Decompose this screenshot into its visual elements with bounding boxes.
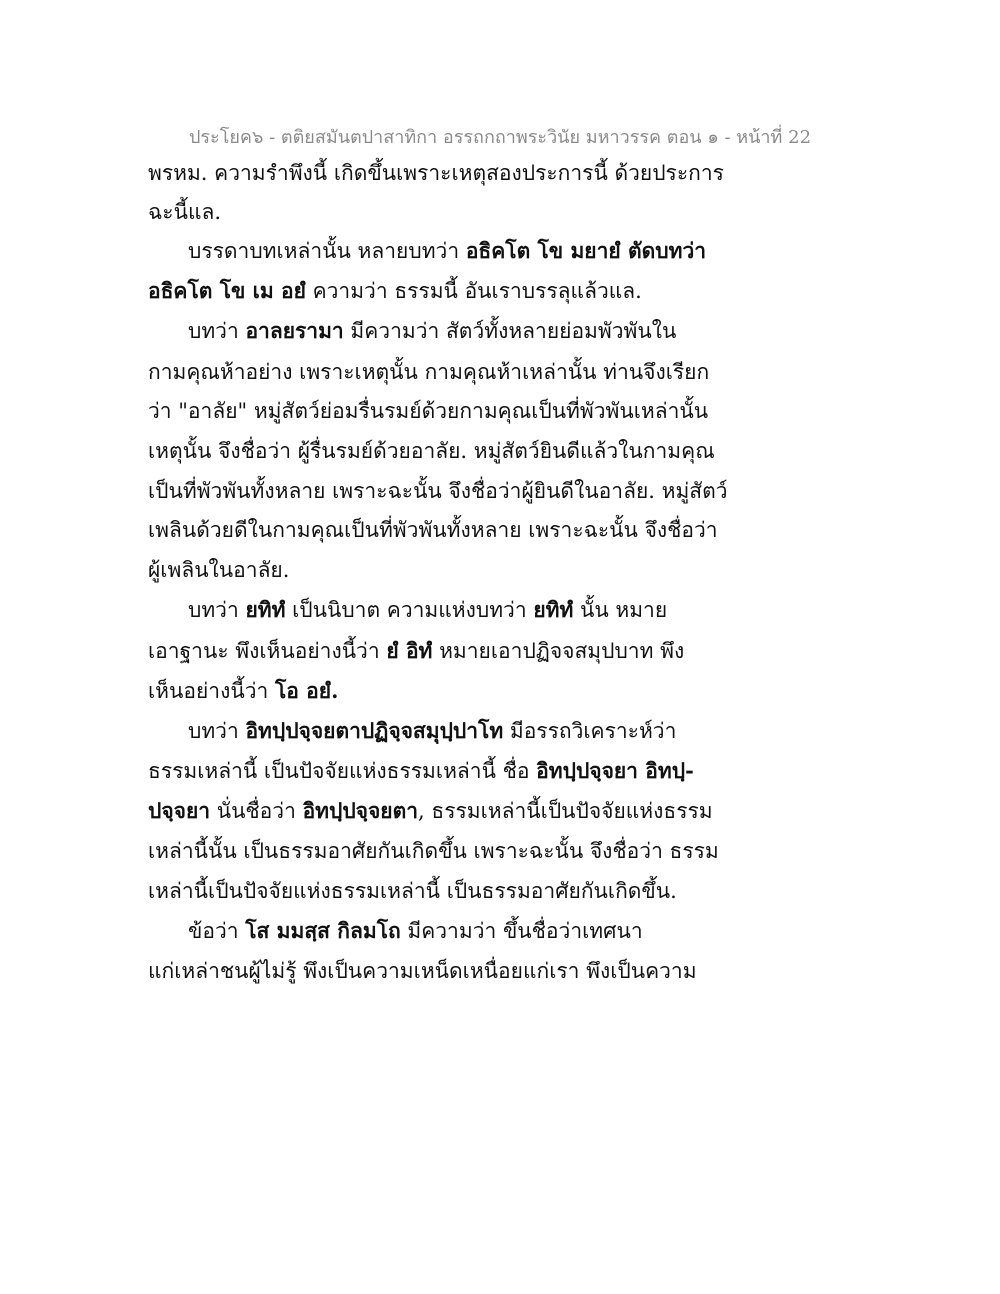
text-segment: เป็นที่พัวพันทั้งหลาย เพราะฉะนั้น จึงชื่อว่าผู้ยินดีในอาลัย. หมู่สัตว์ — [148, 479, 728, 503]
text-line — [148, 436, 715, 466]
text-segment: บทว่า — [188, 598, 246, 622]
text-line — [148, 676, 338, 706]
text-segment: เหล่านี้นั้น เป็นธรรมอาศัยกันเกิดขึ้น เพราะฉะนั้น จึงชื่อว่า ธรรม — [148, 839, 719, 863]
bold-term: อิทปฺปจฺจยา อิทปฺ- — [536, 758, 694, 783]
text-line — [148, 836, 719, 866]
text-line — [148, 555, 289, 585]
text-line — [148, 796, 713, 826]
bold-term: อิทปฺปจฺจยตาปฏิจฺจสมุปฺปาโท — [245, 718, 504, 743]
text-segment: นั้น หมาย — [573, 598, 668, 622]
text-line — [148, 276, 642, 306]
text-segment: มีอรรถวิเคราะห์ว่า — [503, 719, 677, 743]
text-line — [188, 595, 667, 625]
text-line — [148, 876, 677, 906]
text-segment: เอาฐานะ พึงเห็นอย่างนี้ว่า — [148, 639, 387, 663]
text-segment: บทว่า — [188, 719, 246, 743]
text-line — [148, 476, 728, 506]
text-line — [188, 236, 706, 266]
text-segment: , ธรรมเหล่านี้เป็นปัจจัยแห่งธรรม — [418, 799, 713, 823]
bold-term: ยํ อิทํ — [386, 638, 433, 663]
text-segment: กามคุณห้าอย่าง เพราะเหตุนั้น กามคุณห้าเหล่านั้น ท่านจึงเรียก — [148, 360, 710, 384]
text-segment: บรรดาบทเหล่านั้น หลายบทว่า — [188, 239, 466, 263]
text-segment: ผู้เพลินในอาลัย. — [148, 558, 290, 582]
text-line — [148, 197, 221, 227]
text-line — [188, 916, 643, 946]
bold-term: อาลยรามา — [245, 318, 344, 343]
text-line — [148, 396, 708, 426]
bold-term: ยทิทํ — [245, 597, 286, 622]
text-line — [148, 158, 724, 188]
text-line — [148, 357, 709, 387]
text-segment: มีความว่า สัตว์ทั้งหลายย่อมพัวพันใน — [343, 319, 677, 343]
text-segment: หมายเอาปฏิจจสมุปบาท พึง — [432, 639, 685, 663]
text-segment: บทว่า — [188, 319, 246, 343]
text-segment: มีความว่า ขึ้นชื่อว่าเทศนา — [400, 919, 643, 943]
text-line — [148, 756, 694, 786]
text-line — [188, 316, 676, 346]
text-segment: ความว่า ธรรมนี้ อันเราบรรลุแล้วแล. — [305, 279, 642, 303]
text-line — [148, 515, 718, 545]
text-segment: แก่เหล่าชนผู้ไม่รู้ พึงเป็นความเหน็ดเหนื่อยแก่เรา พึงเป็นความ — [148, 959, 697, 983]
bold-term: โอ อยํ. — [274, 678, 339, 703]
text-segment: ธรรมเหล่านี้ เป็นปัจจัยแห่งธรรมเหล่านี้ ชื่อ — [148, 759, 537, 783]
bold-term: โส มมสฺส กิลมโถ — [245, 918, 401, 943]
text-segment: เหล่านี้เป็นปัจจัยแห่งธรรมเหล่านี้ เป็นธรรมอาศัยกันเกิดขึ้น. — [148, 879, 677, 903]
text-segment: เพลินด้วยดีในกามคุณเป็นที่พัวพันทั้งหลาย เพราะฉะนั้น จึงชื่อว่า — [148, 518, 718, 542]
page-header: ประโยค๖ - ตติยสมันตปาสาทิกา อรรถกถาพระวินัย มหาวรรค ตอน ๑ - หน้าที่ 22 — [188, 127, 812, 148]
bold-term: อธิคโต โข เม อยํ — [148, 278, 306, 303]
bold-term: อิทปฺปจฺจยตา — [302, 798, 419, 823]
text-segment: นั่นชื่อว่า — [210, 799, 303, 823]
text-line — [188, 716, 676, 746]
text-segment: ฉะนี้แล. — [148, 200, 222, 224]
text-segment: เหตุนั้น จึงชื่อว่า ผู้รื่นรมย์ด้วยอาลัย. หมู่สัตว์ยินดีแล้วในกามคุณ — [148, 439, 715, 463]
text-segment: พรหม. ความรำพึงนี้ เกิดขึ้นเพราะเหตุสองประการนี้ ด้วยประการ — [148, 161, 724, 185]
text-segment: ว่า "อาลัย" หมู่สัตว์ย่อมรื่นรมย์ด้วยกามคุณเป็นที่พัวพันเหล่านั้น — [148, 399, 709, 423]
text-segment: ข้อว่า — [188, 919, 246, 943]
text-line — [148, 956, 697, 986]
bold-term: ปจฺจยา — [148, 798, 211, 823]
bold-term: อธิคโต โข มยายํ ตัดบทว่า — [465, 238, 707, 263]
text-segment: เห็นอย่างนี้ว่า — [148, 679, 275, 703]
text-line — [148, 636, 684, 666]
text-segment: เป็นนิบาต ความแห่งบทว่า — [285, 598, 534, 622]
bold-term: ยทิทํ — [533, 597, 574, 622]
